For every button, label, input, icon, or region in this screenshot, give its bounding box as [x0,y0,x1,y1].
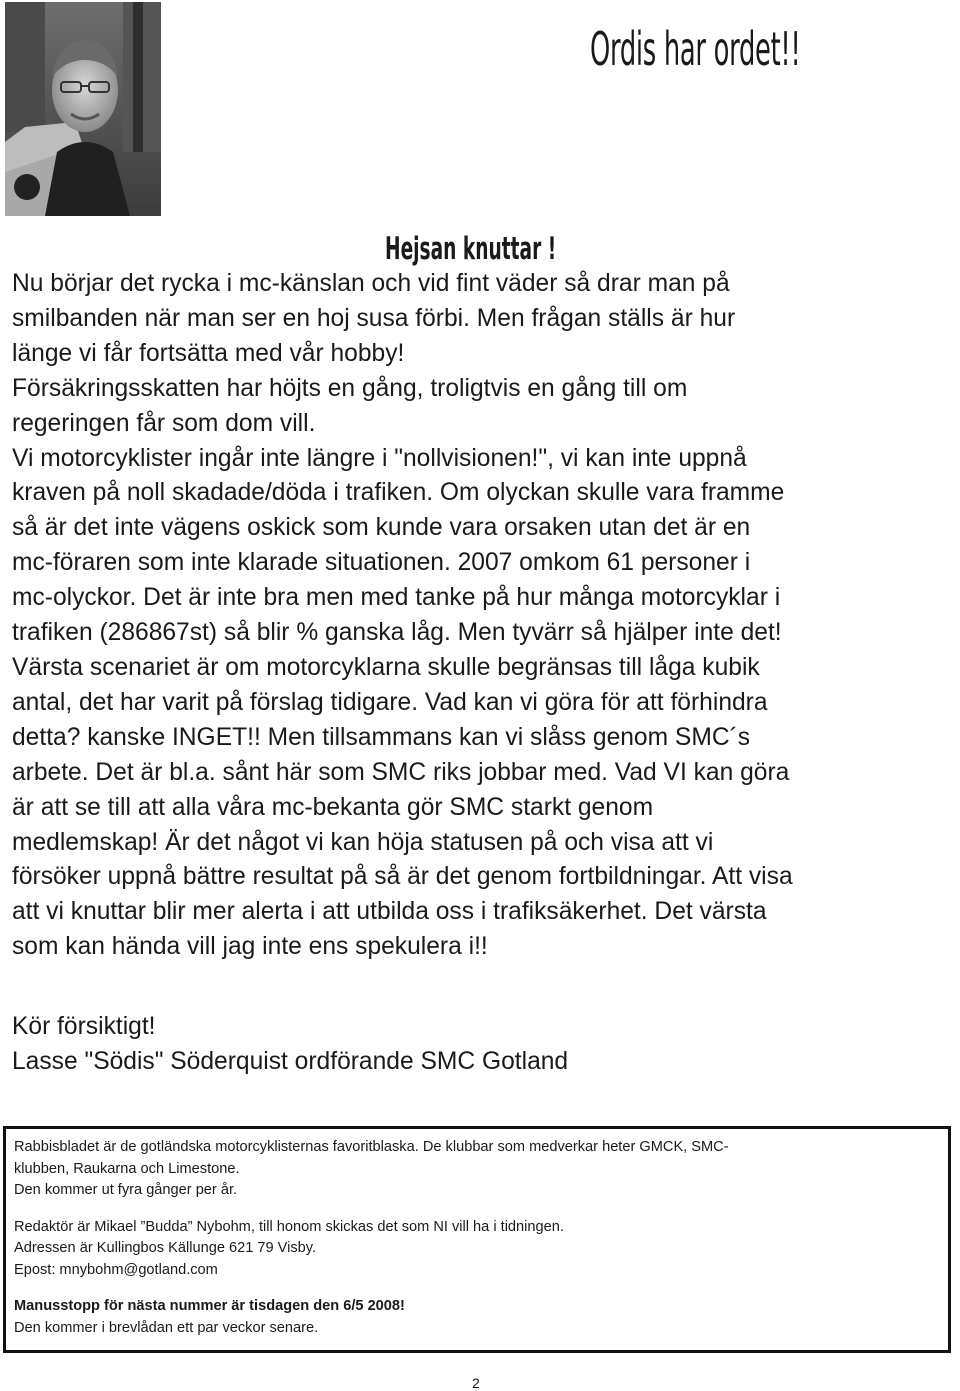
spacer [14,1202,938,1217]
body-line: mc-olyckor. Det är inte bra men med tanke på hur många motorcyklar i [12,584,781,612]
body-line: medlemskap! Är det något vi kan höja statusen på och visa att vi [12,828,714,856]
editor-line: Redaktör är Mikael ”Budda” Nybohm, till honom skickas det som NI vill ha i tidningen. [14,1218,564,1235]
info-box [3,1126,951,1353]
portrait-photo [5,2,161,216]
body-line: kraven på noll skadade/döda i trafiken. Om olyckan skulle vara framme [12,479,785,507]
spacer [14,1281,938,1296]
address-line: Adressen är Kullingbos Källunge 621 79 Visby. [14,1240,317,1256]
signoff [12,1009,568,1079]
body-line: Värsta scenariet är om motorcyklarna skulle begränsas till låga kubik [12,653,760,681]
body-line: Nu börjar det rycka i mc-känslan och vid fint väder så drar man på [12,270,730,297]
body-line: arbete. Det är bl.a. sånt här som SMC riks jobbar med. Vad VI kan göra [12,758,790,786]
info-line: klubben, Raukarna och Limestone. [14,1160,240,1177]
greeting-heading: Hejsan knuttar ! [385,231,557,267]
body-line: försöker uppnå bättre resultat på så är det genom fortbildningar. Att visa [12,863,793,891]
body-line: är att se till att alla våra mc-bekanta gör SMC starkt genom [12,793,654,821]
page-number: 2 [472,1375,480,1391]
body-line: smilbanden när man ser en hoj susa förbi. Men frågan ställs är hur [12,304,736,332]
body-line: som kan hända vill jag inte ens spekulera i!! [12,933,488,961]
info-line: Den kommer ut fyra gånger per år. [14,1182,238,1198]
body-line: detta? kanske INGET!! Men tillsammans kan vi slåss genom SMC´s [12,723,751,751]
body-line: länge vi får fortsätta med vår hobby! [12,339,405,367]
body-line: att vi knuttar blir mer alerta i att utbilda oss i trafiksäkerhet. Det värsta [12,898,767,926]
body-line: Vi motorcyklister ingår inte längre i "nollvisionen!", vi kan inte uppnå [12,444,747,472]
body-line: trafiken (286867st) så blir % ganska låg. Men tyvärr så hjälper inte det! [12,619,782,647]
delivery-line: Den kommer i brevlådan ett par veckor senare. [14,1319,319,1336]
body-line: så är det inte vägens oskick som kunde vara orsaken utan det är en [12,514,751,542]
body-line: Försäkringsskatten har höjts en gång, troligtvis en gång till om [12,374,688,402]
deadline-line: Manusstopp för nästa nummer är tisdagen den 6/5 2008! [14,1298,405,1314]
body-line: antal, det har varit på förslag tidigare. Vad kan vi göra för att förhindra [12,688,768,716]
page-title: Ordis har ordet!! [590,22,801,76]
email-line: Epost: mnybohm@gotland.com [14,1261,218,1278]
info-line: Rabbisbladet är de gotländska motorcyklisternas favoritblaska. De klubbar som medverkar heter GMCK, SMC- [14,1139,729,1155]
body-line: regeringen får som dom vill. [12,409,316,437]
farewell-line: Kör försiktigt! [12,1013,156,1040]
editorial-body [12,267,952,965]
signature-line: Lasse "Södis" Söderquist ordförande SMC Gotland [12,1048,569,1075]
body-line: mc-föraren som inte klarade situationen. 2007 omkom 61 personer i [12,549,751,577]
